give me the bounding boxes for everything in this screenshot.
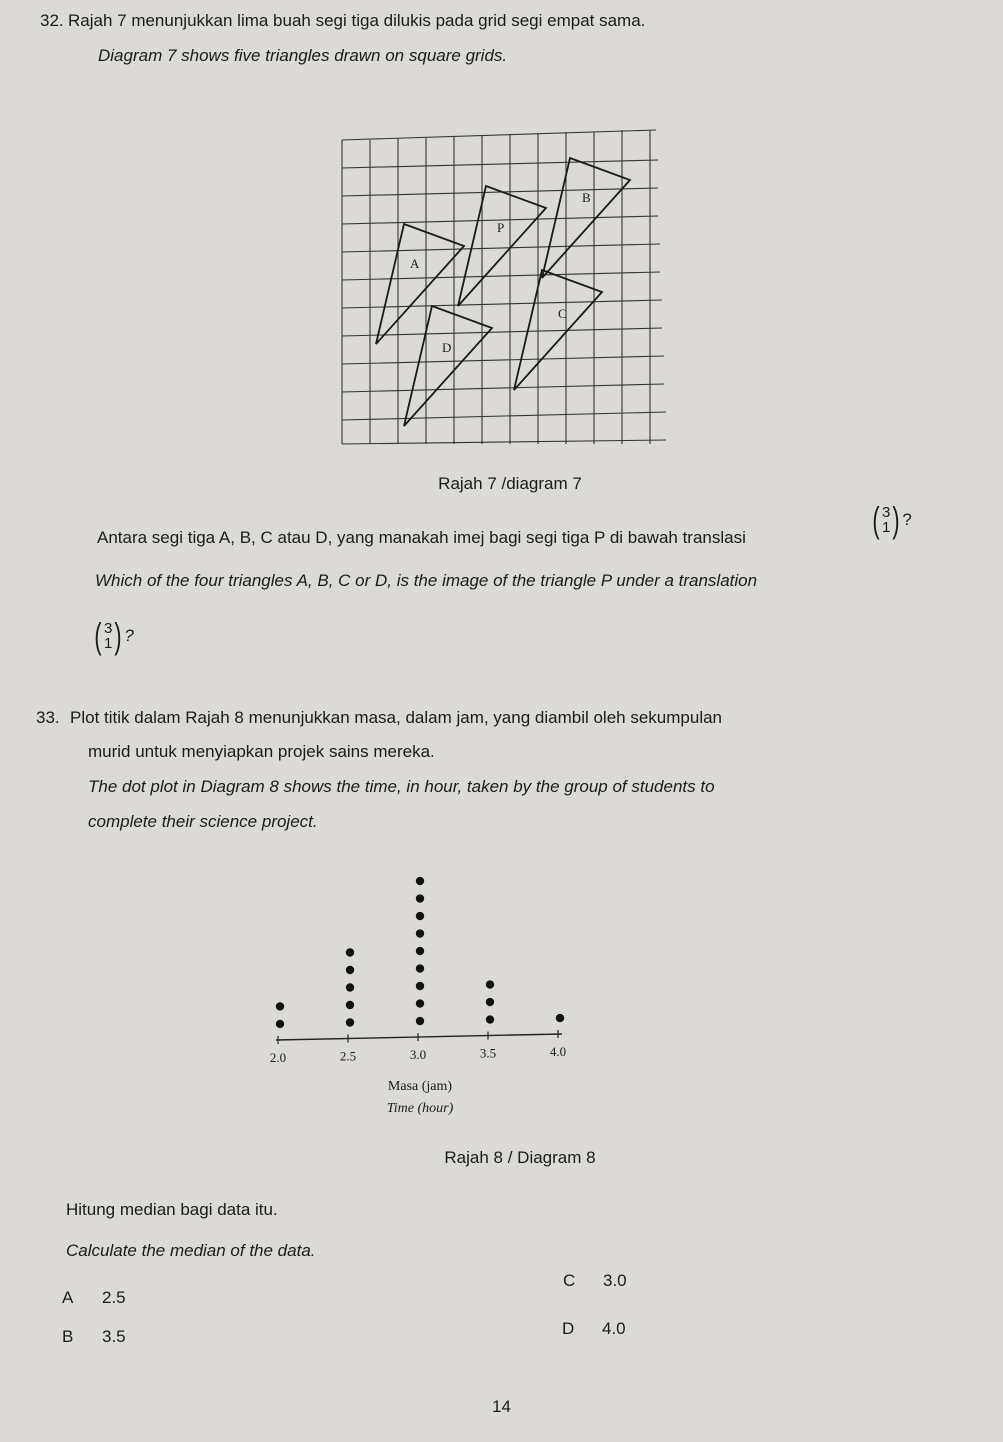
dot-3.5-3 <box>486 980 494 988</box>
dot-2.5-3 <box>346 983 354 991</box>
option-c-letter: C <box>563 1271 576 1290</box>
dot-2.5-5 <box>346 948 354 956</box>
dot-2.0-2 <box>276 1002 284 1010</box>
tick-label-3.5: 3.5 <box>479 1045 497 1061</box>
q32-statement-english: Diagram 7 shows five triangles drawn on square grids. <box>98 46 508 65</box>
q32-qmark-2: ? <box>124 626 134 645</box>
option-b-value: 3.5 <box>102 1327 126 1346</box>
label-p: P <box>497 220 505 235</box>
dot-3.0-7 <box>416 912 424 920</box>
label-a: A <box>410 256 420 271</box>
dot-2.5-2 <box>346 1001 354 1009</box>
tick-label-2.5: 2.5 <box>339 1048 357 1064</box>
option-b-letter: B <box>62 1327 74 1346</box>
dot-3.0-2 <box>416 999 424 1007</box>
q32-number: 32. <box>40 11 64 30</box>
dot-3.0-6 <box>416 929 424 937</box>
option-d-letter: D <box>562 1319 575 1338</box>
dot-2.0-1 <box>276 1020 284 1028</box>
option-a-value: 2.5 <box>102 1288 126 1307</box>
q32-question-malay-text: Antara segi tiga A, B, C atau D, yang manakah imej bagi segi tiga P di bawah translasi <box>97 528 746 547</box>
dot-3.5-2 <box>486 998 494 1006</box>
vector-bottom-2: 1 <box>104 635 113 652</box>
x-axis-label: Masa (jam) <box>387 1079 453 1094</box>
dot-3.0-9 <box>416 877 424 885</box>
dot-3.0-5 <box>416 947 424 955</box>
label-c: C <box>558 306 567 321</box>
q33-statement-english-1: The dot plot in Diagram 8 shows the time, in hour, taken by the group of students to <box>88 777 715 796</box>
tick-label-2.0: 2.0 <box>269 1049 287 1065</box>
grid-lines <box>342 130 666 444</box>
tick-label-4.0: 4.0 <box>549 1044 567 1060</box>
q33-number: 33. <box>36 708 60 727</box>
q32-vector-1: ( 3 1 ) ? <box>872 499 912 540</box>
option-d-value: 4.0 <box>602 1319 626 1338</box>
q33-statement-english-2: complete their science project. <box>88 812 318 831</box>
q33-question-english: Calculate the median of the data. <box>66 1241 316 1260</box>
q33-statement-malay-1: Plot titik dalam Rajah 8 menunjukkan masa, dalam jam, yang diambil oleh sekumpulan <box>70 708 723 727</box>
vector-top: 3 <box>882 504 891 521</box>
option-c-value: 3.0 <box>603 1271 627 1290</box>
dot-plot-axis <box>276 1034 562 1040</box>
option-c[interactable] <box>563 1271 627 1291</box>
q32-vector-2: ( 3 1 ) ? <box>94 615 134 656</box>
dot-3.0-8 <box>416 894 424 902</box>
q32-statement-malay: Rajah 7 menunjukkan lima buah segi tiga dilukis pada grid segi empat sama. <box>68 11 646 30</box>
dot-3.0-3 <box>416 982 424 990</box>
diagram-7-grid <box>340 128 670 448</box>
q32-question-malay <box>97 528 746 548</box>
triangle-a <box>376 224 464 344</box>
dot-3.0-4 <box>416 964 424 972</box>
label-b: B <box>582 190 591 205</box>
option-a-letter: A <box>62 1288 74 1307</box>
tick-label-3.0: 3.0 <box>409 1047 427 1063</box>
diagram-7-caption: Rajah 7 /diagram 7 <box>438 474 582 493</box>
dot-2.5-1 <box>346 1018 354 1026</box>
q32-qmark-1: ? <box>902 510 912 529</box>
triangle-p <box>458 186 546 306</box>
q32-question-english: Which of the four triangles A, B, C or D, is the image of the triangle P under a translation <box>95 571 758 590</box>
dot-2.5-4 <box>346 966 354 974</box>
dot-3.0-1 <box>416 1017 424 1025</box>
dot-4.0-1 <box>556 1014 564 1022</box>
option-b[interactable] <box>62 1327 126 1347</box>
vector-top-2: 3 <box>104 620 113 637</box>
q33-question-malay: Hitung median bagi data itu. <box>66 1200 278 1219</box>
vector-bottom: 1 <box>882 519 891 536</box>
page-number: 14 <box>492 1397 511 1416</box>
option-d[interactable] <box>562 1319 626 1339</box>
dot-plot-chart <box>240 850 600 1130</box>
q33-statement-malay-2: murid untuk menyiapkan projek sains mereka. <box>88 742 435 761</box>
diagram-8-caption: Rajah 8 / Diagram 8 <box>444 1148 596 1167</box>
option-a[interactable] <box>62 1288 126 1308</box>
x-axis-label-english: Time (hour) <box>386 1101 454 1116</box>
label-d: D <box>442 340 452 355</box>
triangle-d <box>404 306 492 426</box>
dot-3.5-1 <box>486 1015 494 1023</box>
